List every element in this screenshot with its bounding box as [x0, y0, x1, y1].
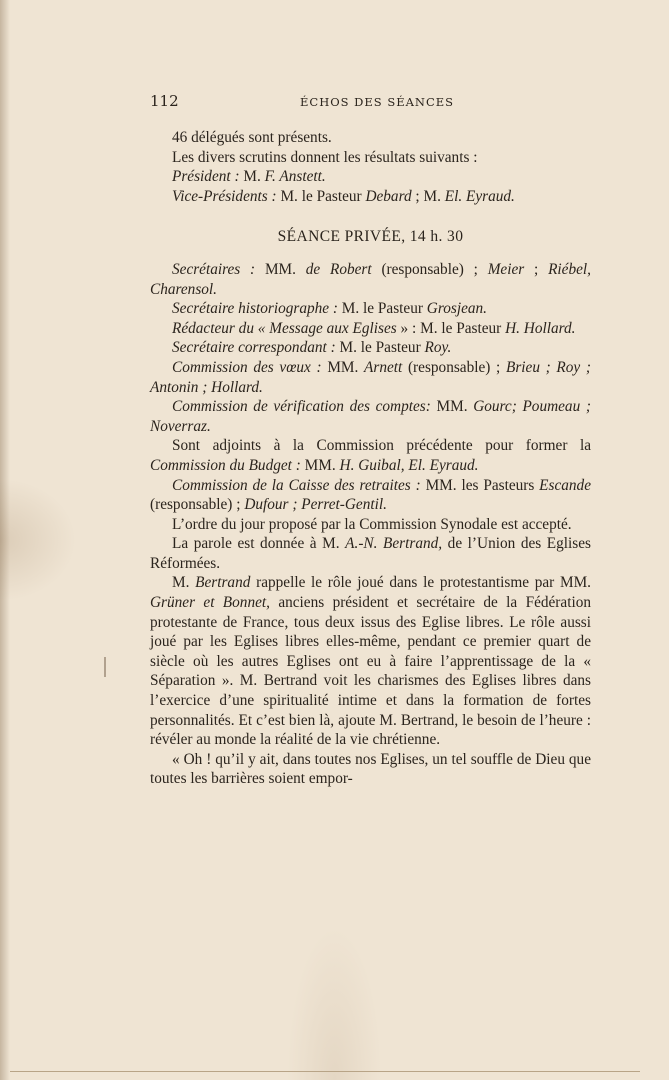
paragraph [150, 260, 591, 299]
text-run: 46 délégués sont présents. [172, 129, 332, 146]
italic-run: Vice-Présidents : [172, 187, 281, 205]
text-run: SÉANCE PRIVÉE, 14 h. 30 [277, 228, 464, 246]
text-run: MM. [264, 260, 306, 278]
paragraph [150, 187, 591, 207]
text-run: MM. [327, 358, 365, 376]
text-run: « Oh ! qu’il y ait, dans toutes nos Eglises, un tel souffle de Dieu que toutes les barrières soient empor- [150, 750, 591, 788]
text-run: MM. les Pasteurs [425, 476, 540, 494]
italic-run: Président : [172, 168, 244, 186]
italic-run: Rédacteur du « [172, 319, 270, 337]
italic-run: Debard [365, 187, 412, 205]
italic-run: A.-N. Bertrand, [345, 535, 443, 553]
italic-run: Brieu ; Roy ; Antonin ; Hollard. [150, 358, 591, 396]
margin-pencil-mark [104, 657, 106, 677]
page-header [150, 92, 591, 112]
paragraph [150, 534, 591, 573]
bottom-edge-line [10, 1071, 640, 1072]
paragraph [150, 750, 591, 789]
text-run: M. le Pasteur [339, 339, 425, 357]
text-run: anciens président et secrétaire de la Fédération protestante de France, tous deux issus des Eglise libres. Le rôle aussi joué par les Eglises libres elles-même, pendant ce premier quart de siècle où les autres Eglises ont eu à faire l’apprentissage de la « Séparation ». M. Bertrand voit les charismes des Eglises libres dans l’exercice d’une spiritualité intime et dans la formation de fortes personnalités. Et c’est bien là, ajoute M. Bertrand, le besoin de l’heure : révéler au monde la réalité de la vie chrétienne. [150, 594, 591, 749]
italic-run: H. Guibal, El. Eyraud. [339, 456, 479, 474]
italic-run: Secrétaire correspondant : [172, 339, 340, 357]
text-run: L’ordre du jour proposé par la Commission Synodale est accepté. [172, 515, 572, 533]
text-run: La parole est donnée à M. [172, 535, 346, 553]
paragraph [150, 148, 591, 168]
italic-run: Escande [539, 476, 591, 494]
paragraph [150, 397, 591, 436]
paragraph [150, 436, 591, 475]
paragraph [150, 573, 591, 749]
text-run: Sont adjoints à la Commission précédente pour former la [172, 437, 591, 455]
italic-run: Commission des vœux : [172, 358, 328, 376]
paragraph [150, 167, 591, 187]
italic-run: Grosjean. [426, 300, 487, 318]
italic-run: H. Hollard. [505, 319, 576, 337]
paragraph [150, 319, 591, 339]
page-number: 112 [150, 92, 179, 110]
italic-run: Commission de vérification des comptes: [172, 398, 437, 416]
text-run: M. le Pasteur [280, 187, 366, 205]
paragraph [150, 299, 591, 319]
italic-run: Message aux Eglises [269, 319, 397, 337]
paragraph [150, 358, 591, 397]
italic-run: Roy. [424, 339, 452, 357]
paragraph [150, 128, 591, 148]
paragraph [150, 338, 591, 358]
section-heading [150, 227, 591, 247]
text-run: ; M. [411, 187, 445, 205]
italic-run: Arnett [364, 358, 403, 376]
italic-run: El. Eyraud. [444, 187, 515, 205]
text-run: rappelle le rôle joué dans le protestantisme par MM. [250, 574, 592, 592]
text-run: (responsable) ; [150, 496, 245, 514]
paragraph [150, 515, 591, 535]
italic-run: Riébel, Charensol. [150, 260, 591, 298]
italic-run: Secrétaires : [172, 260, 265, 278]
text-run: ; [524, 260, 549, 278]
text-run: » : M. le Pasteur [396, 319, 506, 337]
text-run: Les divers scrutins donnent les résultats suivants : [172, 148, 478, 166]
italic-run: Bertrand [195, 574, 251, 592]
italic-run: Commission de la Caisse des retraites : [172, 476, 426, 494]
paragraph [150, 476, 591, 515]
body-text [150, 128, 591, 789]
italic-run: F. Anstett. [264, 168, 326, 186]
text-run: (responsable) ; [402, 358, 506, 376]
text-run: MM. [304, 456, 340, 474]
running-title: ÉCHOS DES SÉANCES [300, 95, 455, 109]
italic-run: Commission du Budget : [150, 456, 305, 474]
page-edge-shadow [0, 0, 10, 1080]
text-run: M. [172, 574, 196, 592]
italic-run: Grüner et Bonnet, [150, 594, 270, 612]
italic-run: Meier [487, 260, 525, 278]
italic-run: Dufour ; Perret-Gentil. [244, 496, 387, 514]
italic-run: Gourc; Poumeau ; Noverraz. [150, 398, 591, 435]
text-run: (responsable) ; [371, 260, 488, 278]
text-run: de l’Union des Eglises Réformées. [150, 535, 591, 572]
italic-run: Secrétaire historiographe : [172, 300, 342, 318]
text-run: MM. [436, 398, 474, 416]
text-run: M. le Pasteur [341, 300, 427, 318]
italic-run: de Robert [305, 260, 372, 278]
text-run: M. [243, 168, 265, 186]
